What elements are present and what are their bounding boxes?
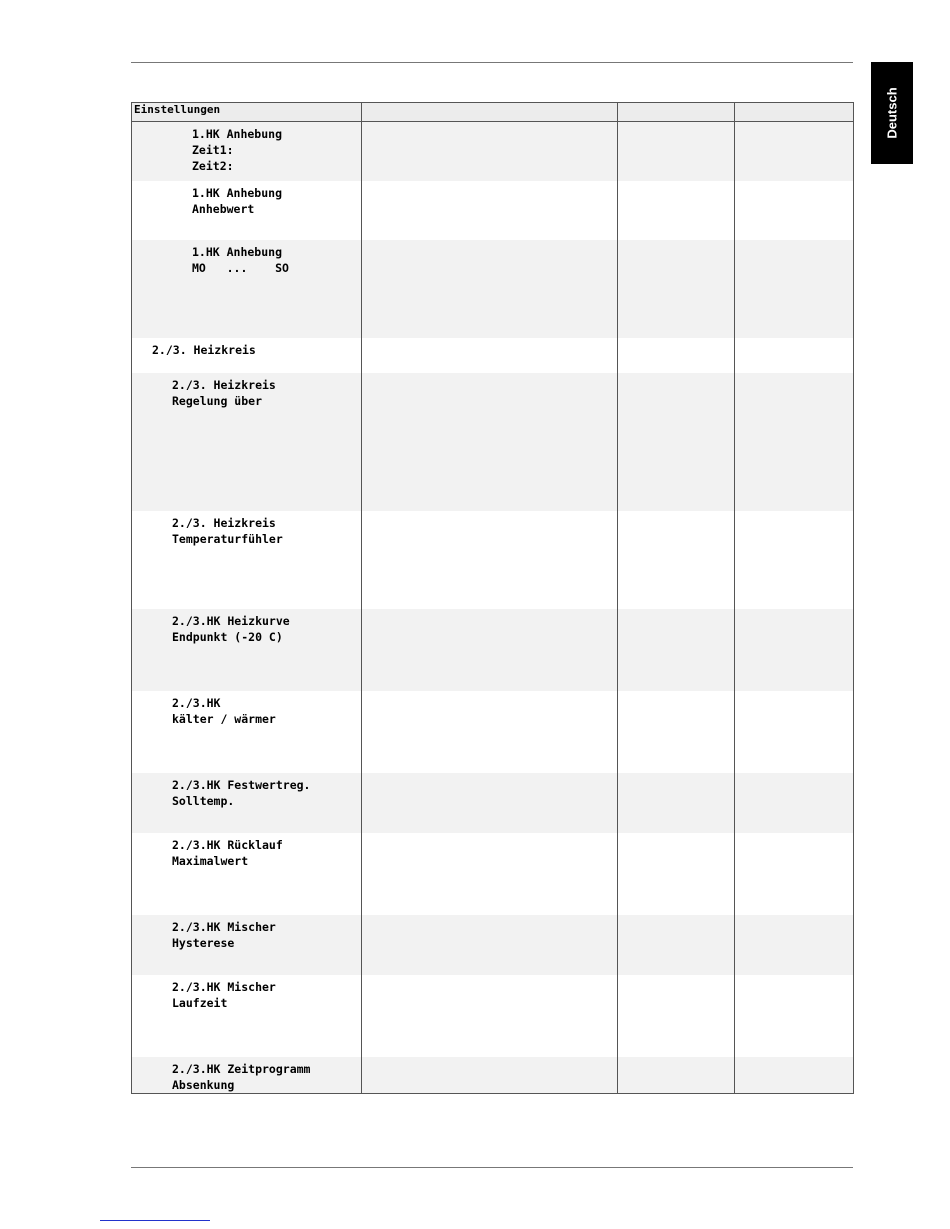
language-tab [871,62,913,164]
table-row [132,609,854,691]
table-row [132,240,854,338]
header-rule [131,62,853,63]
table-row [132,373,854,511]
table-row [132,511,854,609]
row-label: 2./3.HK Mischer Laufzeit [132,975,362,1057]
row-label: 1.HK Anhebung Zeit1: Zeit2: [132,122,362,181]
row-label: 1.HK Anhebung MO ... SO [132,240,362,338]
table-row [132,975,854,1057]
row-label: 2./3.HK Mischer Hysterese [132,915,362,975]
table-header-row [132,103,854,122]
row-label: 2./3.HK Festwertreg. Solltemp. [132,773,362,833]
row-label: 2./3.HK Rücklauf Maximalwert [132,833,362,915]
table-row [132,181,854,240]
table-row [132,833,854,915]
language-tab-label: Deutsch [884,87,900,139]
settings-table [131,102,854,1094]
row-label: 2./3.HK Heizkurve Endpunkt (-20 C) [132,609,362,691]
header-col-3 [618,103,735,122]
footer-link-underline [100,1220,210,1221]
row-label: 2./3. Heizkreis Temperaturfühler [132,511,362,609]
header-settings: Einstellungen [132,103,362,122]
table-row [132,691,854,773]
row-label: 2./3. Heizkreis Regelung über [132,373,362,511]
row-label: 2./3.HK Zeitprogramm Absenkung [132,1057,362,1094]
table-row [132,338,854,373]
table-row [132,122,854,181]
header-col-4 [735,103,854,122]
row-label: 1.HK Anhebung Anhebwert [132,181,362,240]
section-label: 2./3. Heizkreis [132,338,362,373]
header-col-2 [362,103,618,122]
table-row [132,1057,854,1094]
footer-rule [131,1167,853,1168]
table-row [132,915,854,975]
table-row [132,773,854,833]
row-label: 2./3.HK kälter / wärmer [132,691,362,773]
